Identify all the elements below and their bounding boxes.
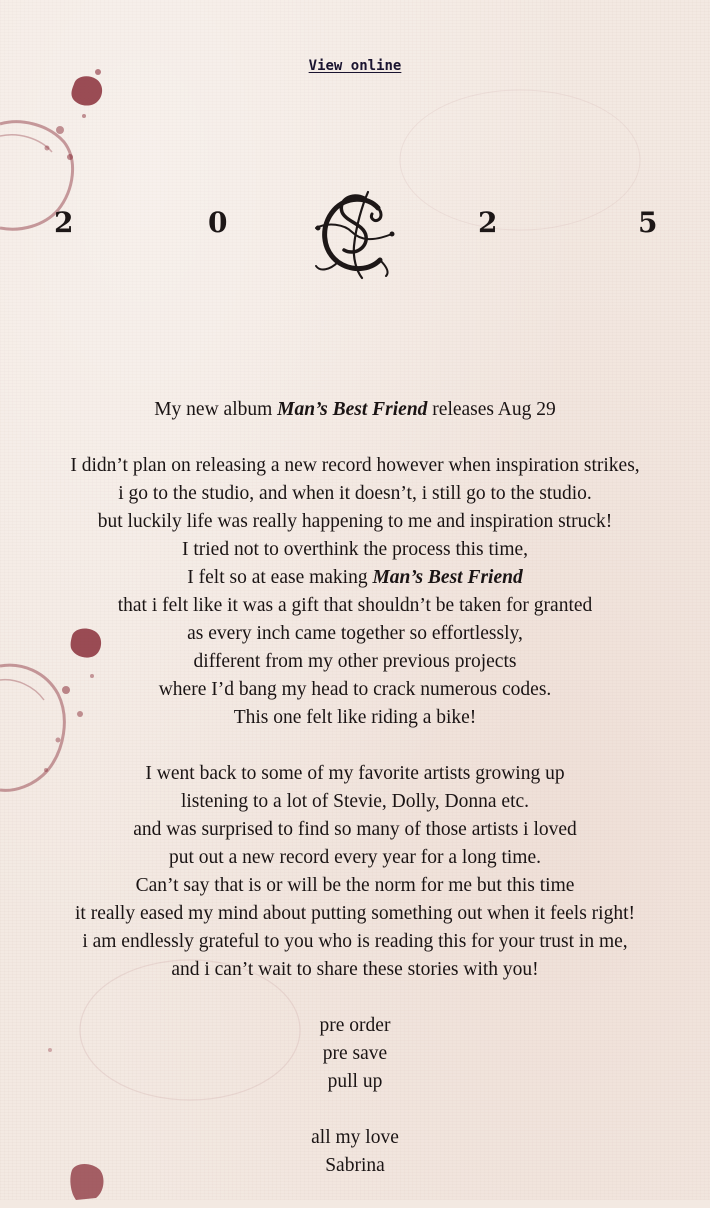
year-digit: 5 <box>638 206 658 239</box>
letter-line: I tried not to overthink the process this time, <box>181 539 529 560</box>
letter-line: different from my other previous projects <box>193 651 517 672</box>
letter-line: put out a new record every year for a long time. <box>169 847 541 868</box>
letter-line: i go to the studio, and when it doesn’t, i still go to the studio. <box>118 483 592 504</box>
letter-line: I didn’t plan on releasing a new record however when inspiration strikes, <box>70 455 640 476</box>
letter-line: This one felt like riding a bike! <box>233 707 477 728</box>
letter-line: Can’t say that is or will be the norm for me but this time <box>135 875 575 896</box>
text-segment: releases Aug 29 <box>427 399 556 420</box>
letter-paragraph <box>0 760 710 984</box>
signoff-line: all my love <box>311 1127 399 1148</box>
monogram-logo <box>308 186 400 282</box>
album-title: Man’s Best Friend <box>372 567 523 588</box>
cta-line: pre order <box>319 1015 391 1036</box>
letter-paragraph <box>0 452 710 732</box>
letter-line: and was surprised to find so many of those artists i loved <box>133 819 577 840</box>
letter-line: i am endlessly grateful to you who is reading this for your trust in me, <box>82 931 628 952</box>
text-segment: My new album <box>154 399 278 420</box>
year-digit: 2 <box>54 206 74 239</box>
signature-name: Sabrina <box>325 1155 385 1176</box>
cta-line: pull up <box>327 1071 383 1092</box>
album-title: Man’s Best Friend <box>277 399 428 420</box>
signoff <box>0 1124 710 1180</box>
letter-line: but luckily life was really happening to me and inspiration struck! <box>97 511 613 532</box>
letter-body <box>0 396 710 1208</box>
letter-line: I went back to some of my favorite artists growing up <box>145 763 565 784</box>
letter-line: and i can’t wait to share these stories with you! <box>171 959 539 980</box>
view-online-link[interactable]: View online <box>308 58 402 74</box>
view-online-bar <box>0 58 710 74</box>
announcement-line <box>0 396 710 424</box>
letter-line: as every inch came together so effortlessly, <box>187 623 523 644</box>
letter-line: where I’d bang my head to crack numerous codes. <box>158 679 552 700</box>
album-announcement <box>0 396 710 424</box>
cta-line: pre save <box>322 1043 388 1064</box>
letter-line: listening to a lot of Stevie, Dolly, Donna etc. <box>180 791 530 812</box>
year-banner <box>0 200 710 280</box>
call-to-action-list <box>0 1012 710 1096</box>
letter-line: that i felt like it was a gift that shouldn’t be taken for granted <box>117 595 593 616</box>
year-digit: 0 <box>208 206 228 239</box>
text-segment: I felt so at ease making <box>187 567 373 588</box>
year-digit: 2 <box>478 206 498 239</box>
letter-line: it really eased my mind about putting something out when it feels right! <box>75 903 635 924</box>
letter-line <box>0 564 710 592</box>
